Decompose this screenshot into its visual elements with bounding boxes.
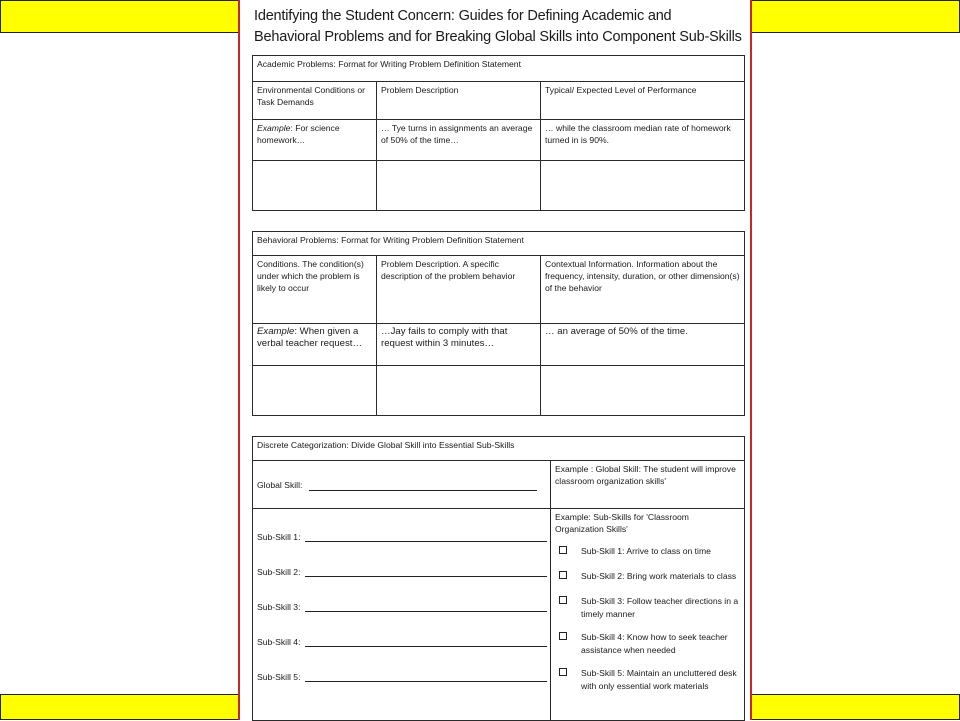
- academic-blank-col3[interactable]: [541, 161, 745, 211]
- academic-heading: Academic Problems: Format for Writing Problem Definition Statement: [253, 56, 745, 82]
- academic-example-col3: … while the classroom median rate of homework turned in is 90%.: [541, 120, 745, 161]
- yellow-band-top-right: [751, 0, 960, 33]
- global-skill-label: Global Skill:: [257, 479, 303, 490]
- sub-skills-cell: [253, 509, 551, 721]
- sub-skill-row: [253, 630, 550, 665]
- academic-blank-col2[interactable]: [377, 161, 541, 211]
- sub-skills-example-cell: [551, 509, 745, 721]
- checkbox-icon[interactable]: [559, 632, 567, 640]
- document-title: [254, 6, 744, 48]
- title-line-2: Behavioral Problems and for Breaking Global Skills into Component Sub-Skills: [254, 29, 742, 45]
- sub-skill-example-item: [555, 631, 740, 657]
- behavioral-col1-header: Conditions. The condition(s) under which the problem is likely to occur: [253, 256, 377, 324]
- checkbox-icon[interactable]: [559, 571, 567, 579]
- behavioral-problems-table: [252, 231, 745, 416]
- sub-skill-input-line[interactable]: [305, 566, 547, 577]
- sub-skill-label: Sub-Skill 1:: [257, 532, 301, 542]
- sub-skill-example-text: Sub-Skill 5: Maintain an uncluttered desk with only essential work materials: [581, 668, 737, 691]
- behavioral-heading: Behavioral Problems: Format for Writing Problem Definition Statement: [253, 232, 745, 256]
- document-page: [238, 0, 752, 720]
- behavioral-col2-header: Problem Description. A specific description of the problem behavior: [377, 256, 541, 324]
- sub-skill-row: [253, 525, 550, 560]
- behavioral-example-col2: …Jay fails to comply with that request within 3 minutes…: [377, 324, 541, 366]
- sub-skills-example-heading: Example: Sub-Skills for 'Classroom Organization Skills': [555, 512, 689, 534]
- sub-skill-example-item: [555, 595, 740, 621]
- sub-skill-example-text: Sub-Skill 1: Arrive to class on time: [581, 546, 711, 556]
- sub-skill-label: Sub-Skill 5:: [257, 672, 301, 682]
- sub-skill-label: Sub-Skill 4:: [257, 637, 301, 647]
- global-skill-example: Example : Global Skill: The student will improve classroom organization skills': [551, 461, 745, 509]
- sub-skill-example-text: Sub-Skill 4: Know how to seek teacher assistance when needed: [581, 632, 728, 655]
- academic-col2-header: Problem Description: [377, 82, 541, 120]
- global-skill-cell: [253, 461, 551, 509]
- sub-skill-input-line[interactable]: [305, 671, 547, 682]
- title-line-1: Identifying the Student Concern: Guides for Defining Academic and: [254, 8, 672, 24]
- academic-problems-table: [252, 55, 745, 211]
- sub-skill-input-line[interactable]: [305, 531, 547, 542]
- discrete-categorization-table: [252, 436, 745, 721]
- academic-example-col2: … Tye turns in assignments an average of 50% of the time…: [377, 120, 541, 161]
- yellow-band-top-left: [0, 0, 240, 33]
- academic-blank-col1[interactable]: [253, 161, 377, 211]
- checkbox-icon[interactable]: [559, 596, 567, 604]
- global-skill-input-line[interactable]: [309, 480, 537, 491]
- sub-skill-label: Sub-Skill 3:: [257, 602, 301, 612]
- sub-skill-row: [253, 665, 550, 700]
- sub-skill-input-line[interactable]: [305, 636, 547, 647]
- sub-skill-example-item: [555, 570, 740, 583]
- discrete-heading: Discrete Categorization: Divide Global Skill into Essential Sub-Skills: [253, 437, 745, 461]
- behavioral-blank-col3[interactable]: [541, 366, 745, 416]
- sub-skill-row: [253, 595, 550, 630]
- academic-example-col1: [253, 120, 377, 161]
- sub-skill-row: [253, 560, 550, 595]
- behavioral-example-col3: … an average of 50% of the time.: [541, 324, 745, 366]
- yellow-band-bottom-right: [751, 694, 960, 720]
- checkbox-icon[interactable]: [559, 668, 567, 676]
- sub-skill-example-text: Sub-Skill 3: Follow teacher directions in a timely manner: [581, 596, 739, 619]
- sub-skill-example-item: [555, 667, 740, 693]
- academic-example-col1-text: : For science homework…: [257, 123, 340, 145]
- yellow-band-bottom-left: [0, 694, 240, 720]
- academic-col1-header: Environmental Conditions or Task Demands: [253, 82, 377, 120]
- example-label: Example: [257, 326, 295, 337]
- sub-skill-example-item: [555, 545, 740, 558]
- behavioral-blank-col1[interactable]: [253, 366, 377, 416]
- checkbox-icon[interactable]: [559, 546, 567, 554]
- sub-skill-input-line[interactable]: [305, 601, 547, 612]
- behavioral-example-col1-text: : When given a verbal teacher request…: [257, 326, 363, 349]
- behavioral-example-col1: [253, 324, 377, 366]
- behavioral-col3-header: Contextual Information. Information about the frequency, intensity, duration, or other dimension(s) of the behavior: [541, 256, 745, 324]
- example-label: Example: [257, 123, 291, 133]
- sub-skill-label: Sub-Skill 2:: [257, 567, 301, 577]
- sub-skill-example-text: Sub-Skill 2: Bring work materials to class: [581, 571, 737, 581]
- behavioral-blank-col2[interactable]: [377, 366, 541, 416]
- academic-col3-header: Typical/ Expected Level of Performance: [541, 82, 745, 120]
